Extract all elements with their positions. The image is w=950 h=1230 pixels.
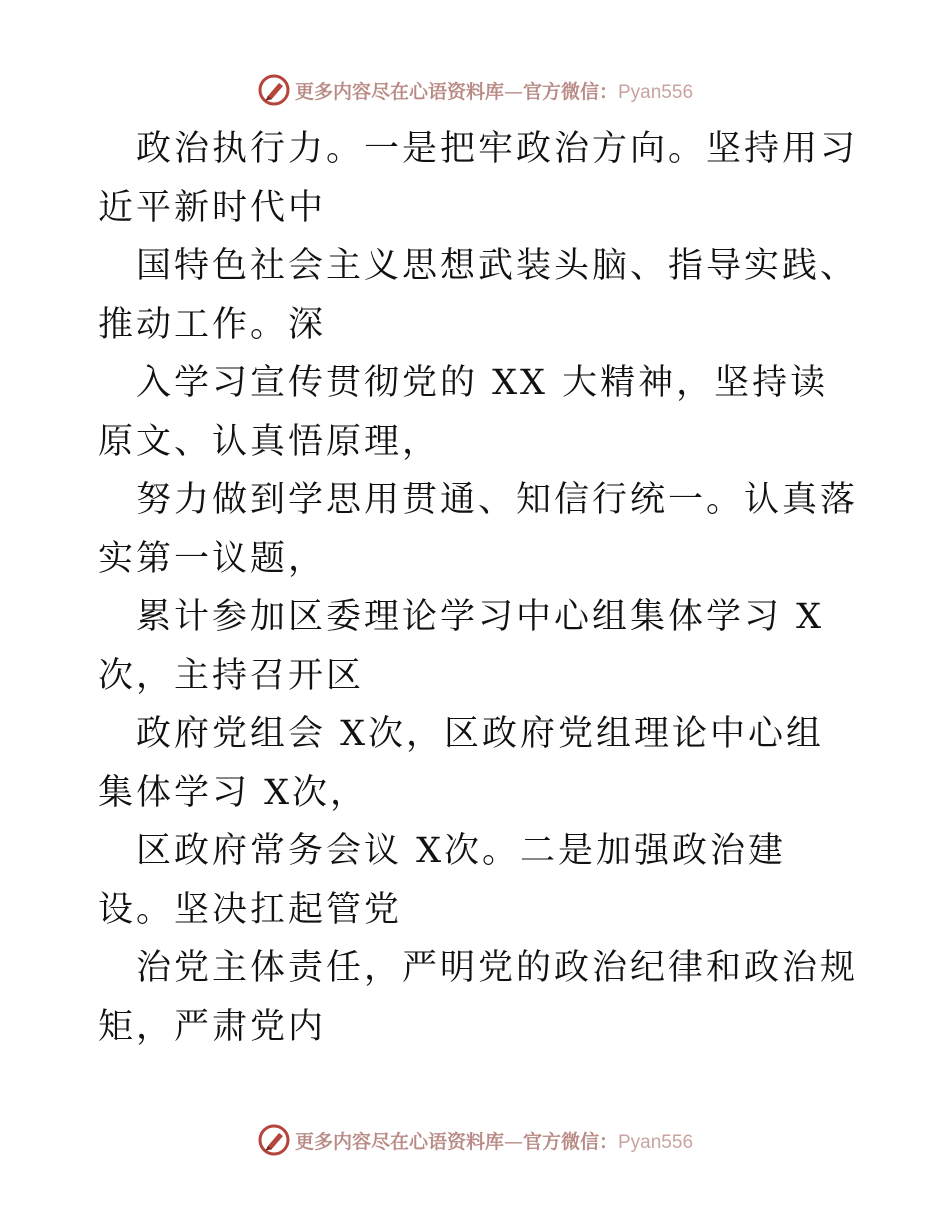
- paragraph: 区政府常务会议 X次。二是加强政治建设。坚决扛起管党: [98, 831, 787, 930]
- footer-watermark: [0, 1120, 950, 1160]
- pen-logo-icon: [257, 73, 291, 107]
- pen-logo-icon: [257, 1123, 291, 1157]
- footer-banner-text: [295, 1127, 693, 1154]
- header-watermark: [0, 70, 950, 110]
- footer-site-name: 更多内容尽在心语资料库: [294, 1130, 504, 1153]
- header-separator: —: [503, 80, 523, 103]
- paragraph: 政治执行力。一是把牢政治方向。坚持用习近平新时代中: [98, 129, 859, 228]
- header-site-name: 更多内容尽在心语资料库: [294, 80, 504, 103]
- paragraph: 政府党组会 X次，区政府党组理论中心组集体学习 X次，: [98, 714, 825, 813]
- footer-separator: —: [503, 1130, 523, 1153]
- footer-handle: Pyan556: [618, 1131, 694, 1153]
- header-contact-label: 官方微信：: [522, 80, 618, 103]
- header-banner-text: [295, 77, 693, 104]
- paragraph: 治党主体责任，严明党的政治纪律和政治规矩，严肃党内: [98, 948, 859, 1047]
- paragraph: 入学习宣传贯彻党的 XX 大精神，坚持读原文、认真悟原理，: [98, 363, 829, 462]
- paragraph: 国特色社会主义思想武装头脑、指导实践、推动工作。深: [98, 246, 859, 345]
- document-body: [98, 120, 858, 1056]
- paragraph: 累计参加区委理论学习中心组集体学习 X次，主持召开区: [98, 597, 825, 696]
- footer-contact-label: 官方微信：: [522, 1130, 618, 1153]
- header-handle: Pyan556: [618, 81, 694, 103]
- paragraph: 努力做到学思用贯通、知信行统一。认真落实第一议题，: [98, 480, 859, 579]
